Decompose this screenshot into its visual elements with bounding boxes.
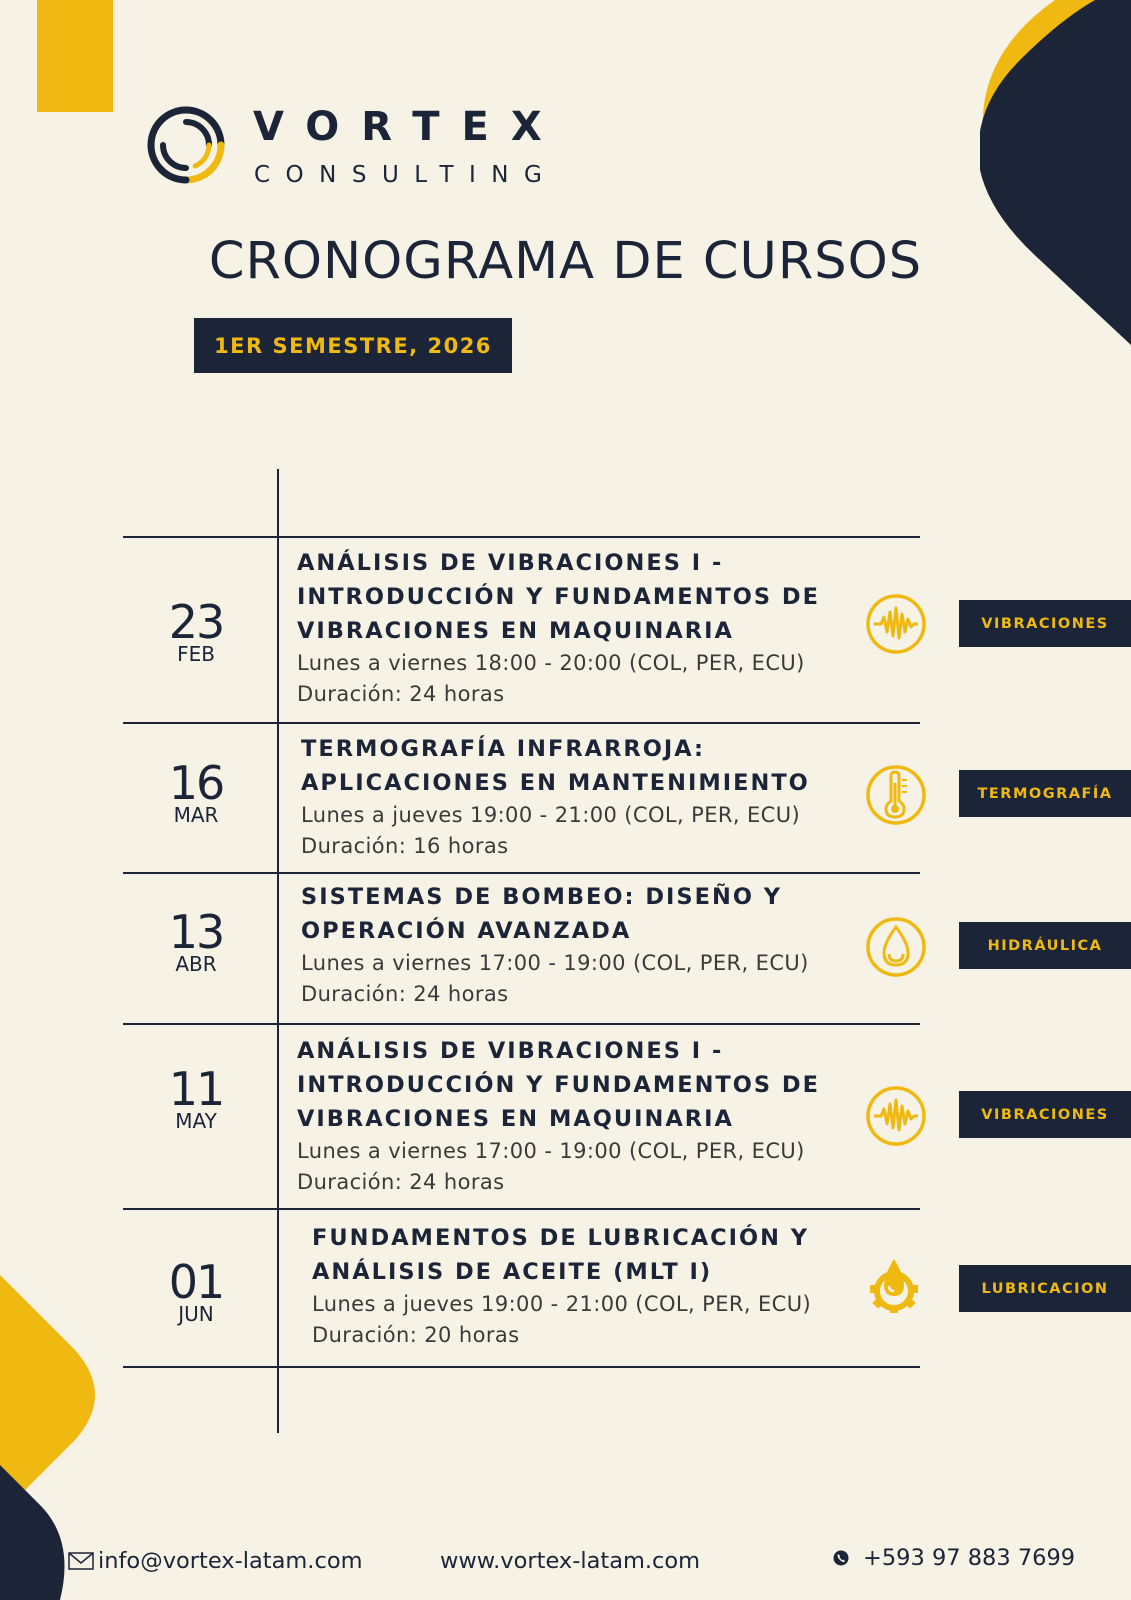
footer-phone[interactable] <box>833 1545 1075 1571</box>
brand-subtitle: CONSULTING <box>254 162 558 188</box>
envelope-icon <box>68 1551 94 1571</box>
date-month: JUN <box>178 1302 214 1326</box>
course-info <box>301 732 861 862</box>
phone-text: +593 97 883 7699 <box>863 1545 1076 1571</box>
course-schedule: Lunes a viernes 17:00 - 19:00 (COL, PER, ECU) <box>301 951 809 975</box>
row-divider <box>123 1208 920 1210</box>
course-date <box>147 595 245 666</box>
row-divider <box>123 536 920 538</box>
course-title: ANÁLISIS DE VIBRACIONES I - INTRODUCCIÓN Y FUNDAMENTOS DE VIBRACIONES EN MAQUINARIA <box>297 1038 820 1132</box>
vortex-logo-icon <box>145 104 227 186</box>
course-schedule: Lunes a viernes 17:00 - 19:00 (COL, PER, ECU) <box>297 1139 805 1163</box>
course-info <box>301 880 861 1010</box>
row-divider <box>123 872 920 874</box>
course-schedule: Lunes a viernes 18:00 - 20:00 (COL, PER, ECU) <box>297 651 805 675</box>
row-divider <box>123 1366 920 1368</box>
row-divider <box>123 1023 920 1025</box>
category-tag: HIDRÁULICA <box>959 922 1131 969</box>
course-duration: Duración: 20 horas <box>312 1323 520 1347</box>
category-tag: VIBRACIONES <box>959 1091 1131 1138</box>
vibration-icon <box>864 592 928 656</box>
course-title: FUNDAMENTOS DE LUBRICACIÓN Y ANÁLISIS DE ACEITE (MLT I) <box>312 1225 810 1285</box>
date-month: ABR <box>175 952 217 976</box>
top-right-corner-shape <box>980 0 1131 350</box>
course-info <box>312 1221 872 1351</box>
phone-icon <box>833 1550 849 1566</box>
course-title: TERMOGRAFÍA INFRARROJA: APLICACIONES EN MANTENIMIENTO <box>301 736 810 796</box>
date-month: MAY <box>175 1109 217 1133</box>
course-date <box>147 1062 245 1133</box>
page-title: CRONOGRAMA DE CURSOS <box>208 232 923 291</box>
water-drop-icon <box>864 915 928 979</box>
course-info <box>297 1034 857 1198</box>
date-day: 23 <box>168 595 224 649</box>
date-day: 16 <box>168 756 224 810</box>
top-left-accent-bar <box>37 0 113 112</box>
course-title: ANÁLISIS DE VIBRACIONES I - INTRODUCCIÓN Y FUNDAMENTOS DE VIBRACIONES EN MAQUINARIA <box>297 550 820 644</box>
course-title: SISTEMAS DE BOMBEO: DISEÑO Y OPERACIÓN AVANZADA <box>301 884 783 944</box>
course-info <box>297 546 857 710</box>
category-tag: VIBRACIONES <box>959 600 1131 647</box>
date-day: 01 <box>168 1255 224 1309</box>
course-duration: Duración: 16 horas <box>301 834 509 858</box>
semester-badge: 1ER SEMESTRE, 2026 <box>194 318 512 373</box>
course-schedule: Lunes a jueves 19:00 - 21:00 (COL, PER, ECU) <box>301 803 801 827</box>
website-text: www.vortex-latam.com <box>440 1548 701 1574</box>
course-duration: Duración: 24 horas <box>297 1170 505 1194</box>
timeline-vertical-line <box>277 469 279 1433</box>
course-duration: Duración: 24 horas <box>301 982 509 1006</box>
date-day: 13 <box>168 905 224 959</box>
category-tag: TERMOGRAFÍA <box>959 770 1131 817</box>
row-divider <box>123 722 920 724</box>
vibration-icon <box>864 1084 928 1148</box>
oil-gear-icon <box>862 1255 926 1319</box>
date-month: FEB <box>177 642 215 666</box>
category-tag: LUBRICACION <box>959 1265 1131 1312</box>
course-date <box>147 756 245 827</box>
course-schedule: Lunes a jueves 19:00 - 21:00 (COL, PER, ECU) <box>312 1292 812 1316</box>
course-date <box>147 1255 245 1326</box>
course-date <box>147 905 245 976</box>
footer-website[interactable] <box>440 1548 700 1574</box>
course-duration: Duración: 24 horas <box>297 682 505 706</box>
brand-name: VORTEX <box>253 104 564 150</box>
thermometer-icon <box>864 763 928 827</box>
date-month: MAR <box>173 803 219 827</box>
footer-email[interactable] <box>68 1548 363 1574</box>
date-day: 11 <box>168 1062 224 1116</box>
email-text: info@vortex-latam.com <box>98 1548 363 1574</box>
